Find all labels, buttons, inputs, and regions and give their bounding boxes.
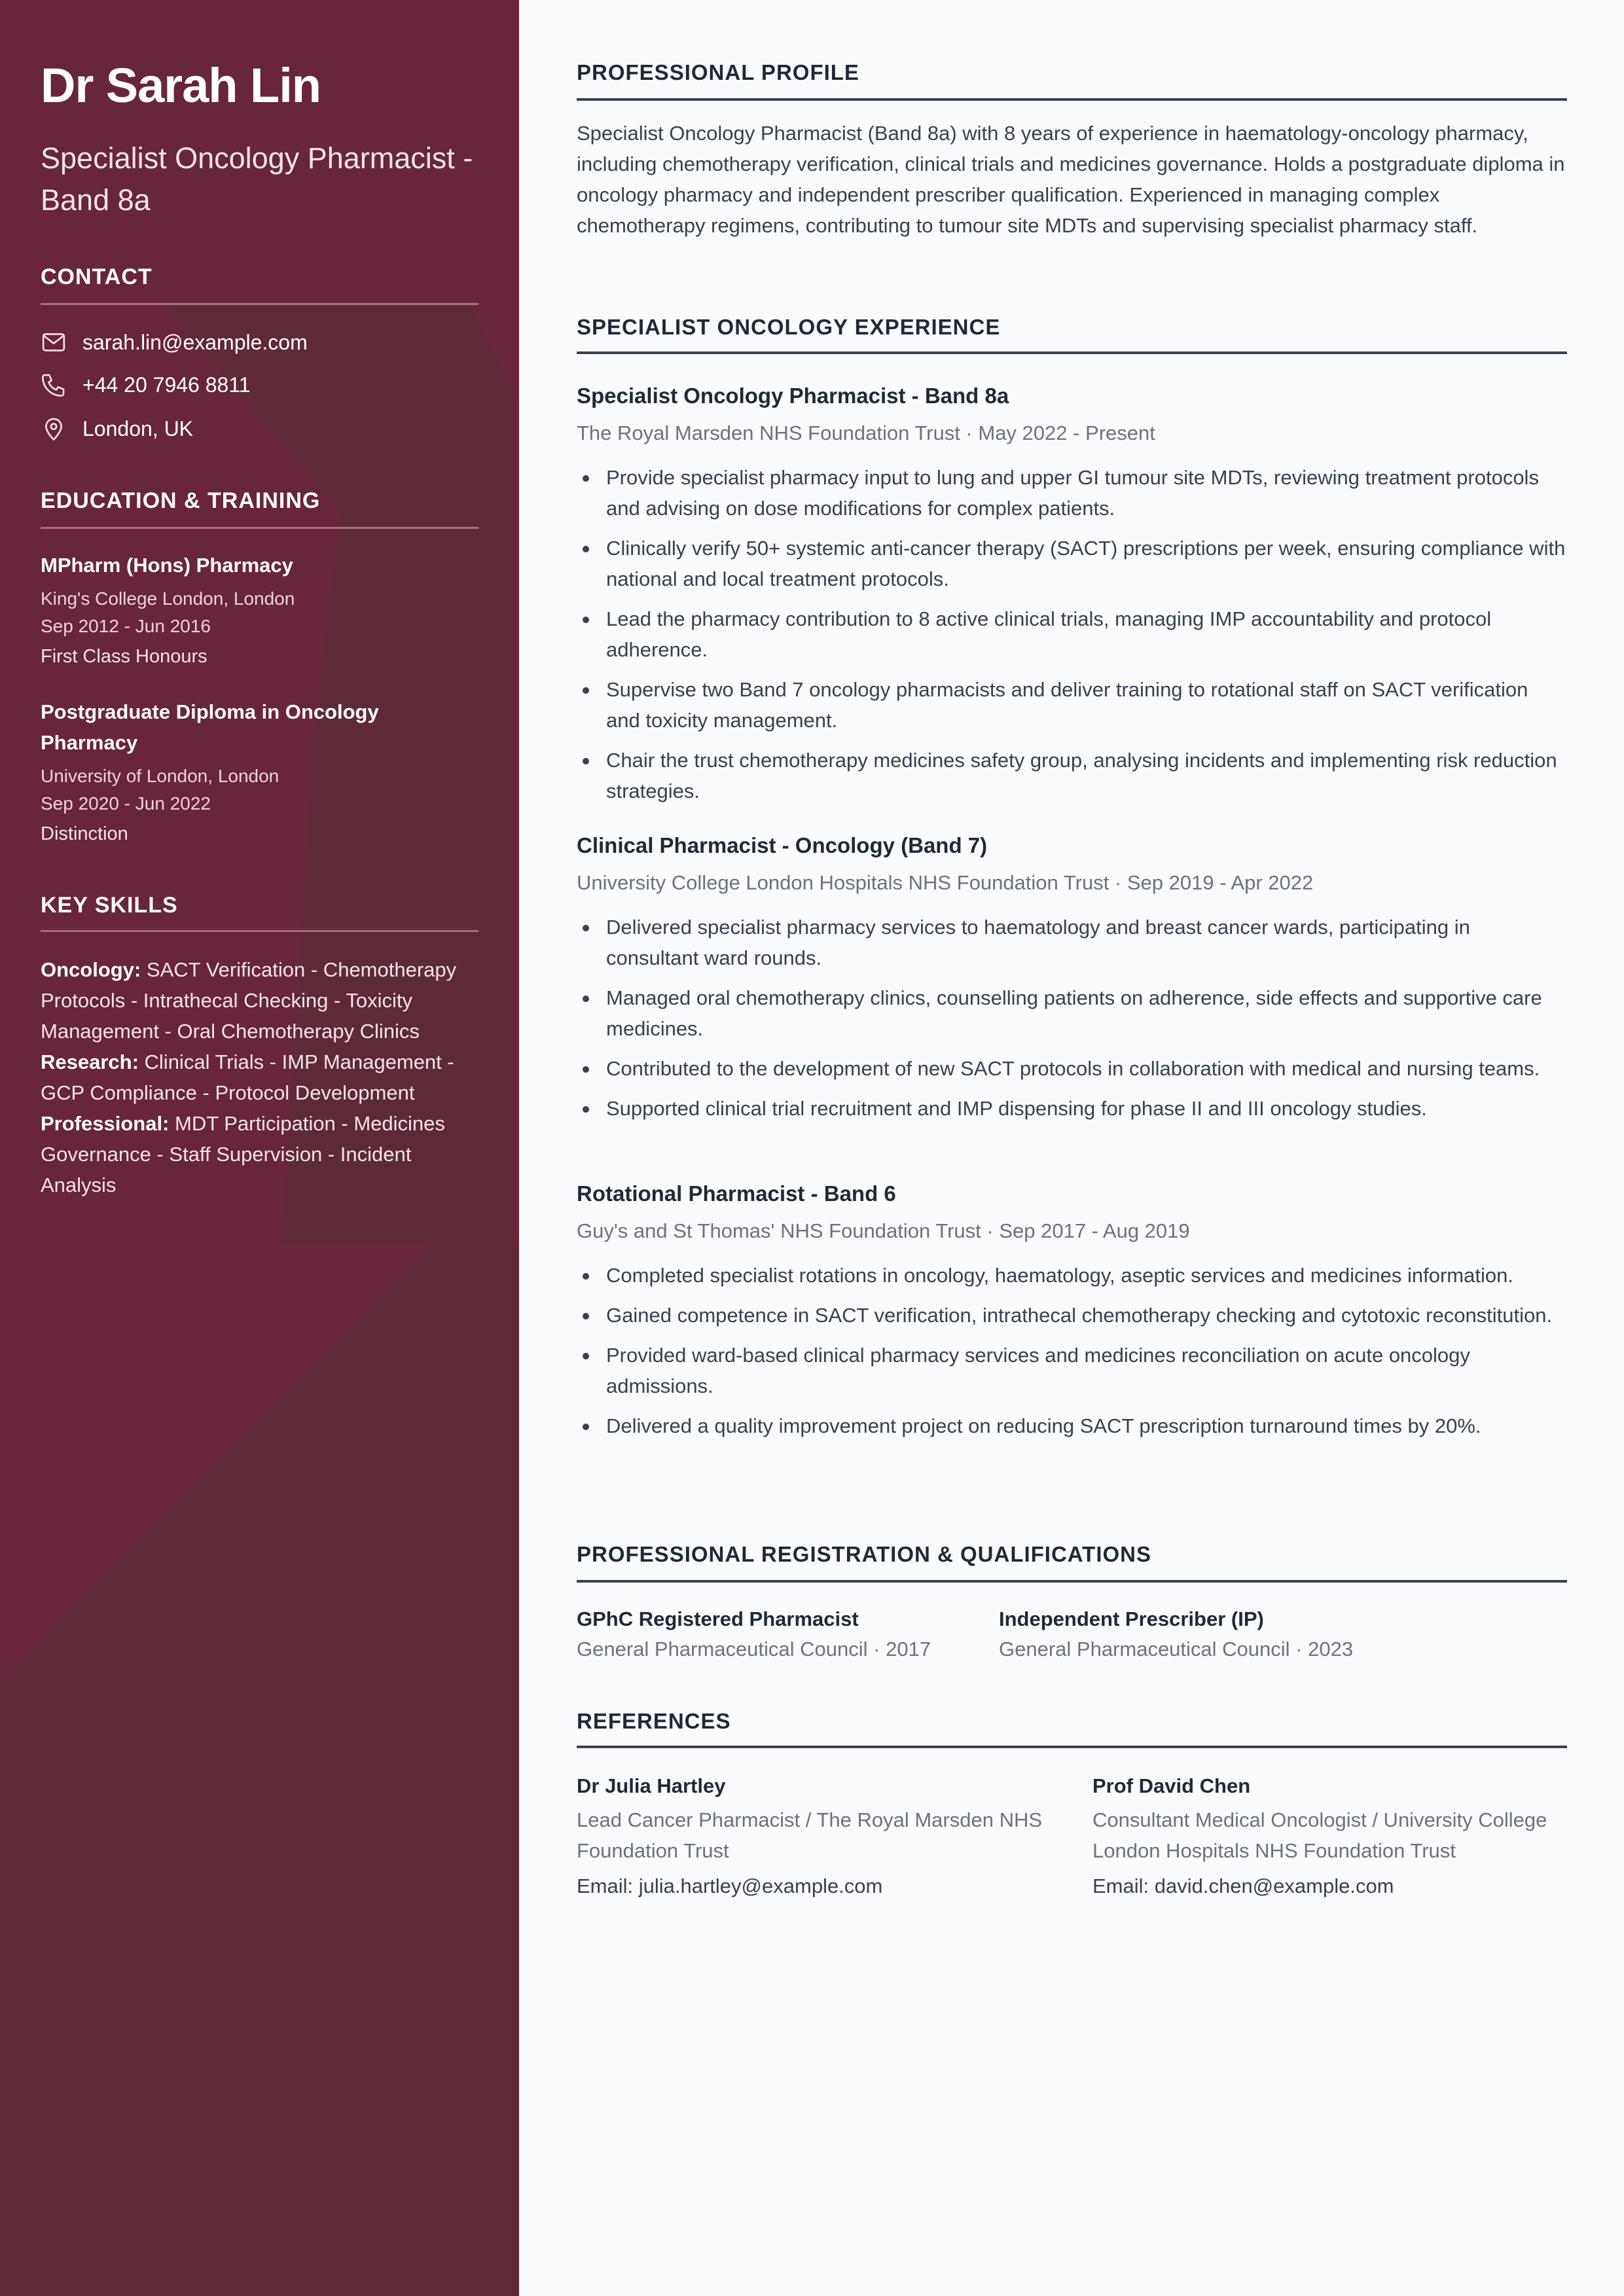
sidebar — [0, 0, 519, 2296]
contact-heading: CONTACT — [41, 264, 153, 289]
list-item: Contributed to the development of new SACT protocols in collaboration with medical and nursing teams. — [577, 1053, 1567, 1084]
candidate-title: Specialist Oncology Pharmacist - Band 8a — [41, 141, 473, 217]
qualification-meta: General Pharmaceutical Council · 2023 — [999, 1638, 1354, 1660]
profile-heading: PROFESSIONAL PROFILE — [577, 60, 859, 84]
reference-name: Prof David Chen — [1092, 1774, 1251, 1797]
skill-group-professional: Professional: MDT Participation - Medicines Governance - Staff Supervision - Incident Analysis — [41, 1112, 445, 1196]
experience-heading: SPECIALIST ONCOLOGY EXPERIENCE — [577, 315, 1001, 339]
location-text: London, UK — [82, 416, 194, 440]
mail-icon — [41, 329, 67, 355]
list-item: Delivered a quality improvement project on reducing SACT prescription turnaround times by 20%. — [577, 1410, 1567, 1441]
list-item: Managed oral chemotherapy clinics, counselling patients on adherence, side effects and supportive care medicines. — [577, 982, 1567, 1044]
list-item: Lead the pharmacy contribution to 8 active clinical trials, managing IMP accountability and protocol adherence. — [577, 603, 1567, 665]
job-bullets — [577, 462, 1567, 816]
divider — [41, 930, 478, 932]
location-pin-icon — [41, 416, 67, 442]
contact-email[interactable] — [41, 328, 308, 357]
list-item: Chair the trust chemotherapy medicines safety group, analysing incidents and implementing risk reduction strategies. — [577, 745, 1567, 806]
list-item: Delivered specialist pharmacy services to haematology and breast cancer wards, participating in consultant ward rounds. — [577, 912, 1567, 973]
divider — [577, 98, 1567, 101]
qualification-meta: General Pharmaceutical Council · 2017 — [577, 1638, 931, 1660]
job-bullets — [577, 1260, 1567, 1450]
email-text: sarah.lin@example.com — [82, 330, 308, 354]
divider — [577, 351, 1567, 354]
divider — [577, 1746, 1567, 1748]
education-degree: MPharm (Hons) Pharmacy — [41, 554, 293, 577]
skills-heading: KEY SKILLS — [41, 893, 178, 918]
list-item: Provided ward-based clinical pharmacy services and medicines reconciliation on acute oncology admissions. — [577, 1340, 1567, 1401]
education-degree: Postgraduate Diploma in Oncology Pharmacy — [41, 700, 379, 754]
contact-location — [41, 414, 193, 443]
job-bullets — [577, 912, 1567, 1133]
qualifications-heading: PROFESSIONAL REGISTRATION & QUALIFICATIONS — [577, 1542, 1152, 1566]
divider — [41, 527, 478, 529]
job-title: Specialist Oncology Pharmacist - Band 8a — [577, 384, 1009, 408]
education-dates: Sep 2012 - Jun 2016 — [41, 616, 211, 636]
list-item: Clinically verify 50+ systemic anti-cancer therapy (SACT) prescriptions per week, ensuring compliance with national and local treatment protocols. — [577, 533, 1567, 594]
reference-email[interactable]: Email: david.chen@example.com — [1092, 1874, 1394, 1897]
reference-role: Lead Cancer Pharmacist / The Royal Marsden NHS Foundation Trust — [577, 1808, 1043, 1862]
education-heading: EDUCATION & TRAINING — [41, 488, 321, 513]
list-item: Completed specialist rotations in oncology, haematology, aseptic services and medicines information. — [577, 1260, 1567, 1291]
references-heading: REFERENCES — [577, 1709, 731, 1733]
reference-email[interactable]: Email: julia.hartley@example.com — [577, 1874, 883, 1897]
divider — [41, 303, 478, 305]
qualification-title: GPhC Registered Pharmacist — [577, 1607, 859, 1630]
education-note: Distinction — [41, 823, 128, 844]
list-item: Gained competence in SACT verification, intrathecal chemotherapy checking and cytotoxic reconstitution. — [577, 1300, 1567, 1331]
education-note: First Class Honours — [41, 646, 208, 667]
qualification-title: Independent Prescriber (IP) — [999, 1607, 1264, 1630]
list-item: Supported clinical trial recruitment and IMP dispensing for phase II and III oncology studies. — [577, 1093, 1567, 1124]
job-meta: University College London Hospitals NHS Foundation Trust · Sep 2019 - Apr 2022 — [577, 871, 1314, 894]
education-institution: King's College London, London — [41, 588, 295, 609]
list-item: Supervise two Band 7 oncology pharmacists and deliver training to rotational staff on SACT verification and toxicity management. — [577, 674, 1567, 736]
profile-summary: Specialist Oncology Pharmacist (Band 8a) with 8 years of experience in haematology-oncology pharmacy, including chemotherapy verification, clinical trials and medicines governance. Holds a postgraduate diploma in oncology pharmacy and independent prescriber qualification. Experienced in managing complex chemotherapy regimens, contributing to tumour site MDTs and supervising specialist pharmacy staff. — [577, 122, 1565, 237]
phone-text: +44 20 7946 8811 — [82, 372, 251, 397]
reference-role: Consultant Medical Oncologist / University College London Hospitals NHS Foundation Trust — [1092, 1808, 1547, 1862]
job-title: Clinical Pharmacist - Oncology (Band 7) — [577, 833, 988, 857]
phone-icon — [41, 372, 67, 398]
job-meta: Guy's and St Thomas' NHS Foundation Trust · Sep 2017 - Aug 2019 — [577, 1219, 1190, 1242]
skills-list — [41, 954, 478, 1200]
job-meta: The Royal Marsden NHS Foundation Trust · May 2022 - Present — [577, 422, 1155, 444]
job-title: Rotational Pharmacist - Band 6 — [577, 1181, 896, 1206]
candidate-name: Dr Sarah Lin — [41, 58, 321, 113]
divider — [577, 1580, 1567, 1583]
reference-name: Dr Julia Hartley — [577, 1774, 726, 1797]
skill-group-research: Research: Clinical Trials - IMP Management - GCP Compliance - Protocol Development — [41, 1050, 454, 1104]
list-item: Provide specialist pharmacy input to lung and upper GI tumour site MDTs, reviewing treatment protocols and advising on dose modifications for complex patients. — [577, 462, 1567, 524]
education-institution: University of London, London — [41, 766, 280, 786]
contact-phone[interactable] — [41, 370, 251, 399]
education-dates: Sep 2020 - Jun 2022 — [41, 793, 211, 814]
skill-group-oncology: Oncology: SACT Verification - Chemotherapy Protocols - Intrathecal Checking - Toxicity Management - Oral Chemotherapy Clinics — [41, 958, 457, 1043]
